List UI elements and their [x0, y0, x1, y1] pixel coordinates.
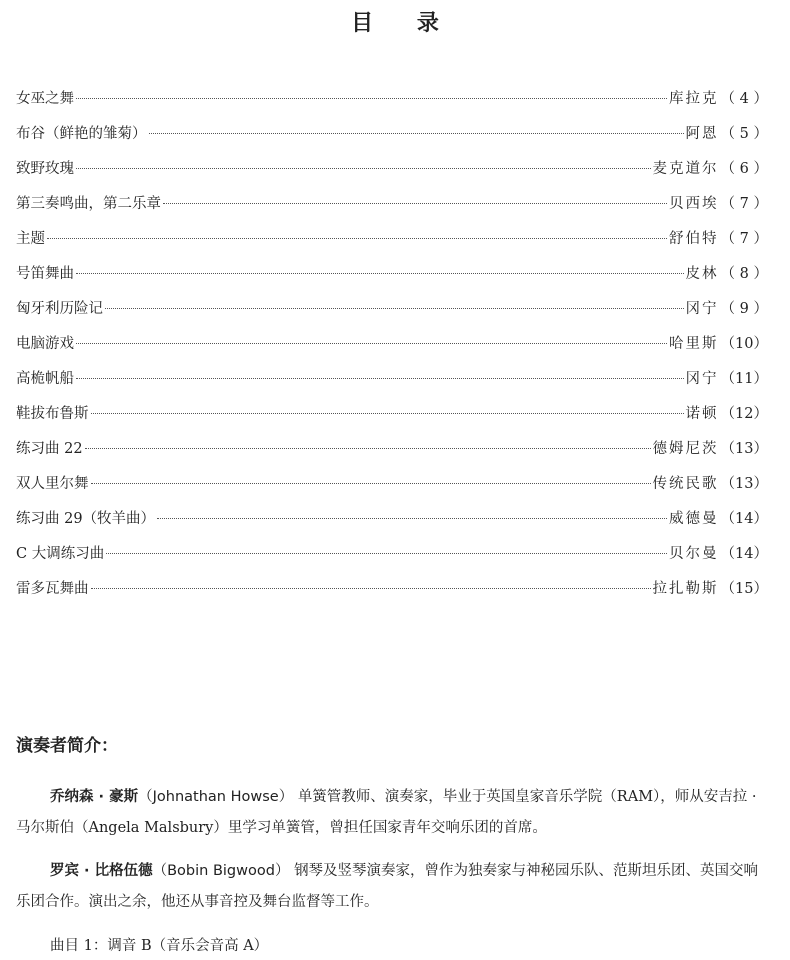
toc-entry	[16, 187, 768, 222]
dot-leader	[106, 553, 667, 554]
toc-entry-composer: 诺顿	[685, 406, 719, 422]
dot-leader	[47, 238, 667, 239]
toc-entry	[16, 152, 768, 187]
toc-entry	[16, 432, 768, 467]
toc-entry-page: （14）	[720, 511, 768, 527]
toc-entry	[16, 327, 768, 362]
toc-entry-page: （15）	[720, 581, 768, 597]
toc-entry-composer: 贝尔曼	[669, 546, 719, 562]
toc-entry-title: 布谷（鲜艳的雏菊）	[16, 126, 147, 142]
dot-leader	[76, 343, 667, 344]
bio-text: 单簧管教师、演奏家，毕业于英国皇家音乐学院（RAM），师从安吉拉 · 马尔斯伯（Angela Malsbury）里学习单簧管，曾担任国家青年交响乐团的首席。	[16, 789, 757, 836]
bio-name: 罗宾 · 比格伍德	[50, 863, 153, 879]
toc-entry-composer: 传统民歌	[652, 476, 719, 492]
dot-leader	[76, 378, 684, 379]
dot-leader	[157, 518, 667, 519]
toc-entry-composer: 舒伯特	[669, 231, 719, 247]
bio-paragraph	[16, 856, 768, 918]
toc-entry	[16, 362, 768, 397]
dot-leader	[76, 273, 684, 274]
toc-entry-title: 主题	[16, 231, 45, 247]
toc-entry	[16, 467, 768, 502]
bio-name-english: （Johnathan Howse）	[138, 789, 294, 805]
toc-entry-title: 电脑游戏	[16, 336, 74, 352]
toc-entry-composer: 皮林	[685, 266, 719, 282]
toc-entry	[16, 117, 768, 152]
toc-entry-composer: 库拉克	[669, 91, 719, 107]
toc-entry-title: 双人里尔舞	[16, 476, 89, 492]
toc-entry-title: 第三奏鸣曲，第二乐章	[16, 196, 161, 212]
dot-leader	[76, 98, 667, 99]
toc-entry-title: 致野玫瑰	[16, 161, 74, 177]
toc-entry-page: （ 8 ）	[720, 266, 768, 282]
toc-entry-page: （ 7 ）	[720, 231, 768, 247]
toc-entry-title: 号笛舞曲	[16, 266, 74, 282]
toc-entry-composer: 哈里斯	[669, 336, 719, 352]
toc-entry	[16, 292, 768, 327]
dot-leader	[91, 413, 684, 414]
toc-entry-page: （13）	[720, 476, 768, 492]
dot-leader	[91, 483, 651, 484]
toc-entry-title: 鞋拔布鲁斯	[16, 406, 89, 422]
toc-entry	[16, 397, 768, 432]
toc-entry-title: 雷多瓦舞曲	[16, 581, 89, 597]
toc-entry-composer: 威德曼	[669, 511, 719, 527]
toc-entry-page: （11）	[720, 371, 768, 387]
toc-entry-page: （ 4 ）	[720, 91, 768, 107]
toc-entry-composer: 拉扎勒斯	[652, 581, 719, 597]
toc-entry-composer: 德姆尼茨	[652, 441, 719, 457]
toc-entry-title: 女巫之舞	[16, 91, 74, 107]
toc-entry	[16, 222, 768, 257]
toc-entry-page: （14）	[720, 546, 768, 562]
toc-entry-title: C 大调练习曲	[16, 546, 105, 562]
toc-entry	[16, 572, 768, 607]
toc-entry-page: （ 5 ）	[720, 126, 768, 142]
toc-entry	[16, 257, 768, 292]
toc-entry-composer: 冈宁	[685, 301, 719, 317]
toc-entry-composer: 麦克道尔	[652, 161, 719, 177]
bio-name-english: （Bobin Bigwood）	[152, 863, 290, 879]
toc-entry-page: （13）	[720, 441, 768, 457]
toc-entry-title: 练习曲 29（牧羊曲）	[16, 511, 156, 527]
dot-leader	[149, 133, 684, 134]
toc-entry-page: （12）	[720, 406, 768, 422]
toc-entry	[16, 502, 768, 537]
toc-entry-title: 练习曲 22	[16, 441, 83, 457]
toc-entry	[16, 82, 768, 117]
bio-text: 钢琴及竖琴演奏家，曾作为独奏家与神秘园乐队、范斯坦乐团、英国交响乐团合作。演出之余，他还从事音控及舞台监督等工作。	[16, 863, 759, 910]
dot-leader	[85, 448, 651, 449]
toc-entry-page: （ 7 ）	[720, 196, 768, 212]
toc-entry-title: 匈牙利历险记	[16, 301, 103, 317]
toc-entry-page: （10）	[720, 336, 768, 352]
bio-paragraph	[16, 782, 768, 844]
track-note: 曲目 1：调音 B（音乐会音高 A）	[50, 938, 269, 954]
page-title: 目 录	[351, 11, 457, 36]
dot-leader	[105, 308, 684, 309]
toc-entry-composer: 贝西埃	[669, 196, 719, 212]
table-of-contents	[16, 82, 768, 607]
dot-leader	[76, 168, 651, 169]
toc-entry-title: 高桅帆船	[16, 371, 74, 387]
dot-leader	[163, 203, 667, 204]
bio-name: 乔纳森 · 豪斯	[50, 789, 139, 805]
performers-heading: 演奏者简介：	[16, 736, 118, 756]
toc-entry-page: （ 9 ）	[720, 301, 768, 317]
toc-entry-composer: 阿恩	[685, 126, 719, 142]
toc-entry	[16, 537, 768, 572]
dot-leader	[91, 588, 651, 589]
toc-entry-composer: 冈宁	[685, 371, 719, 387]
toc-entry-page: （ 6 ）	[720, 161, 768, 177]
